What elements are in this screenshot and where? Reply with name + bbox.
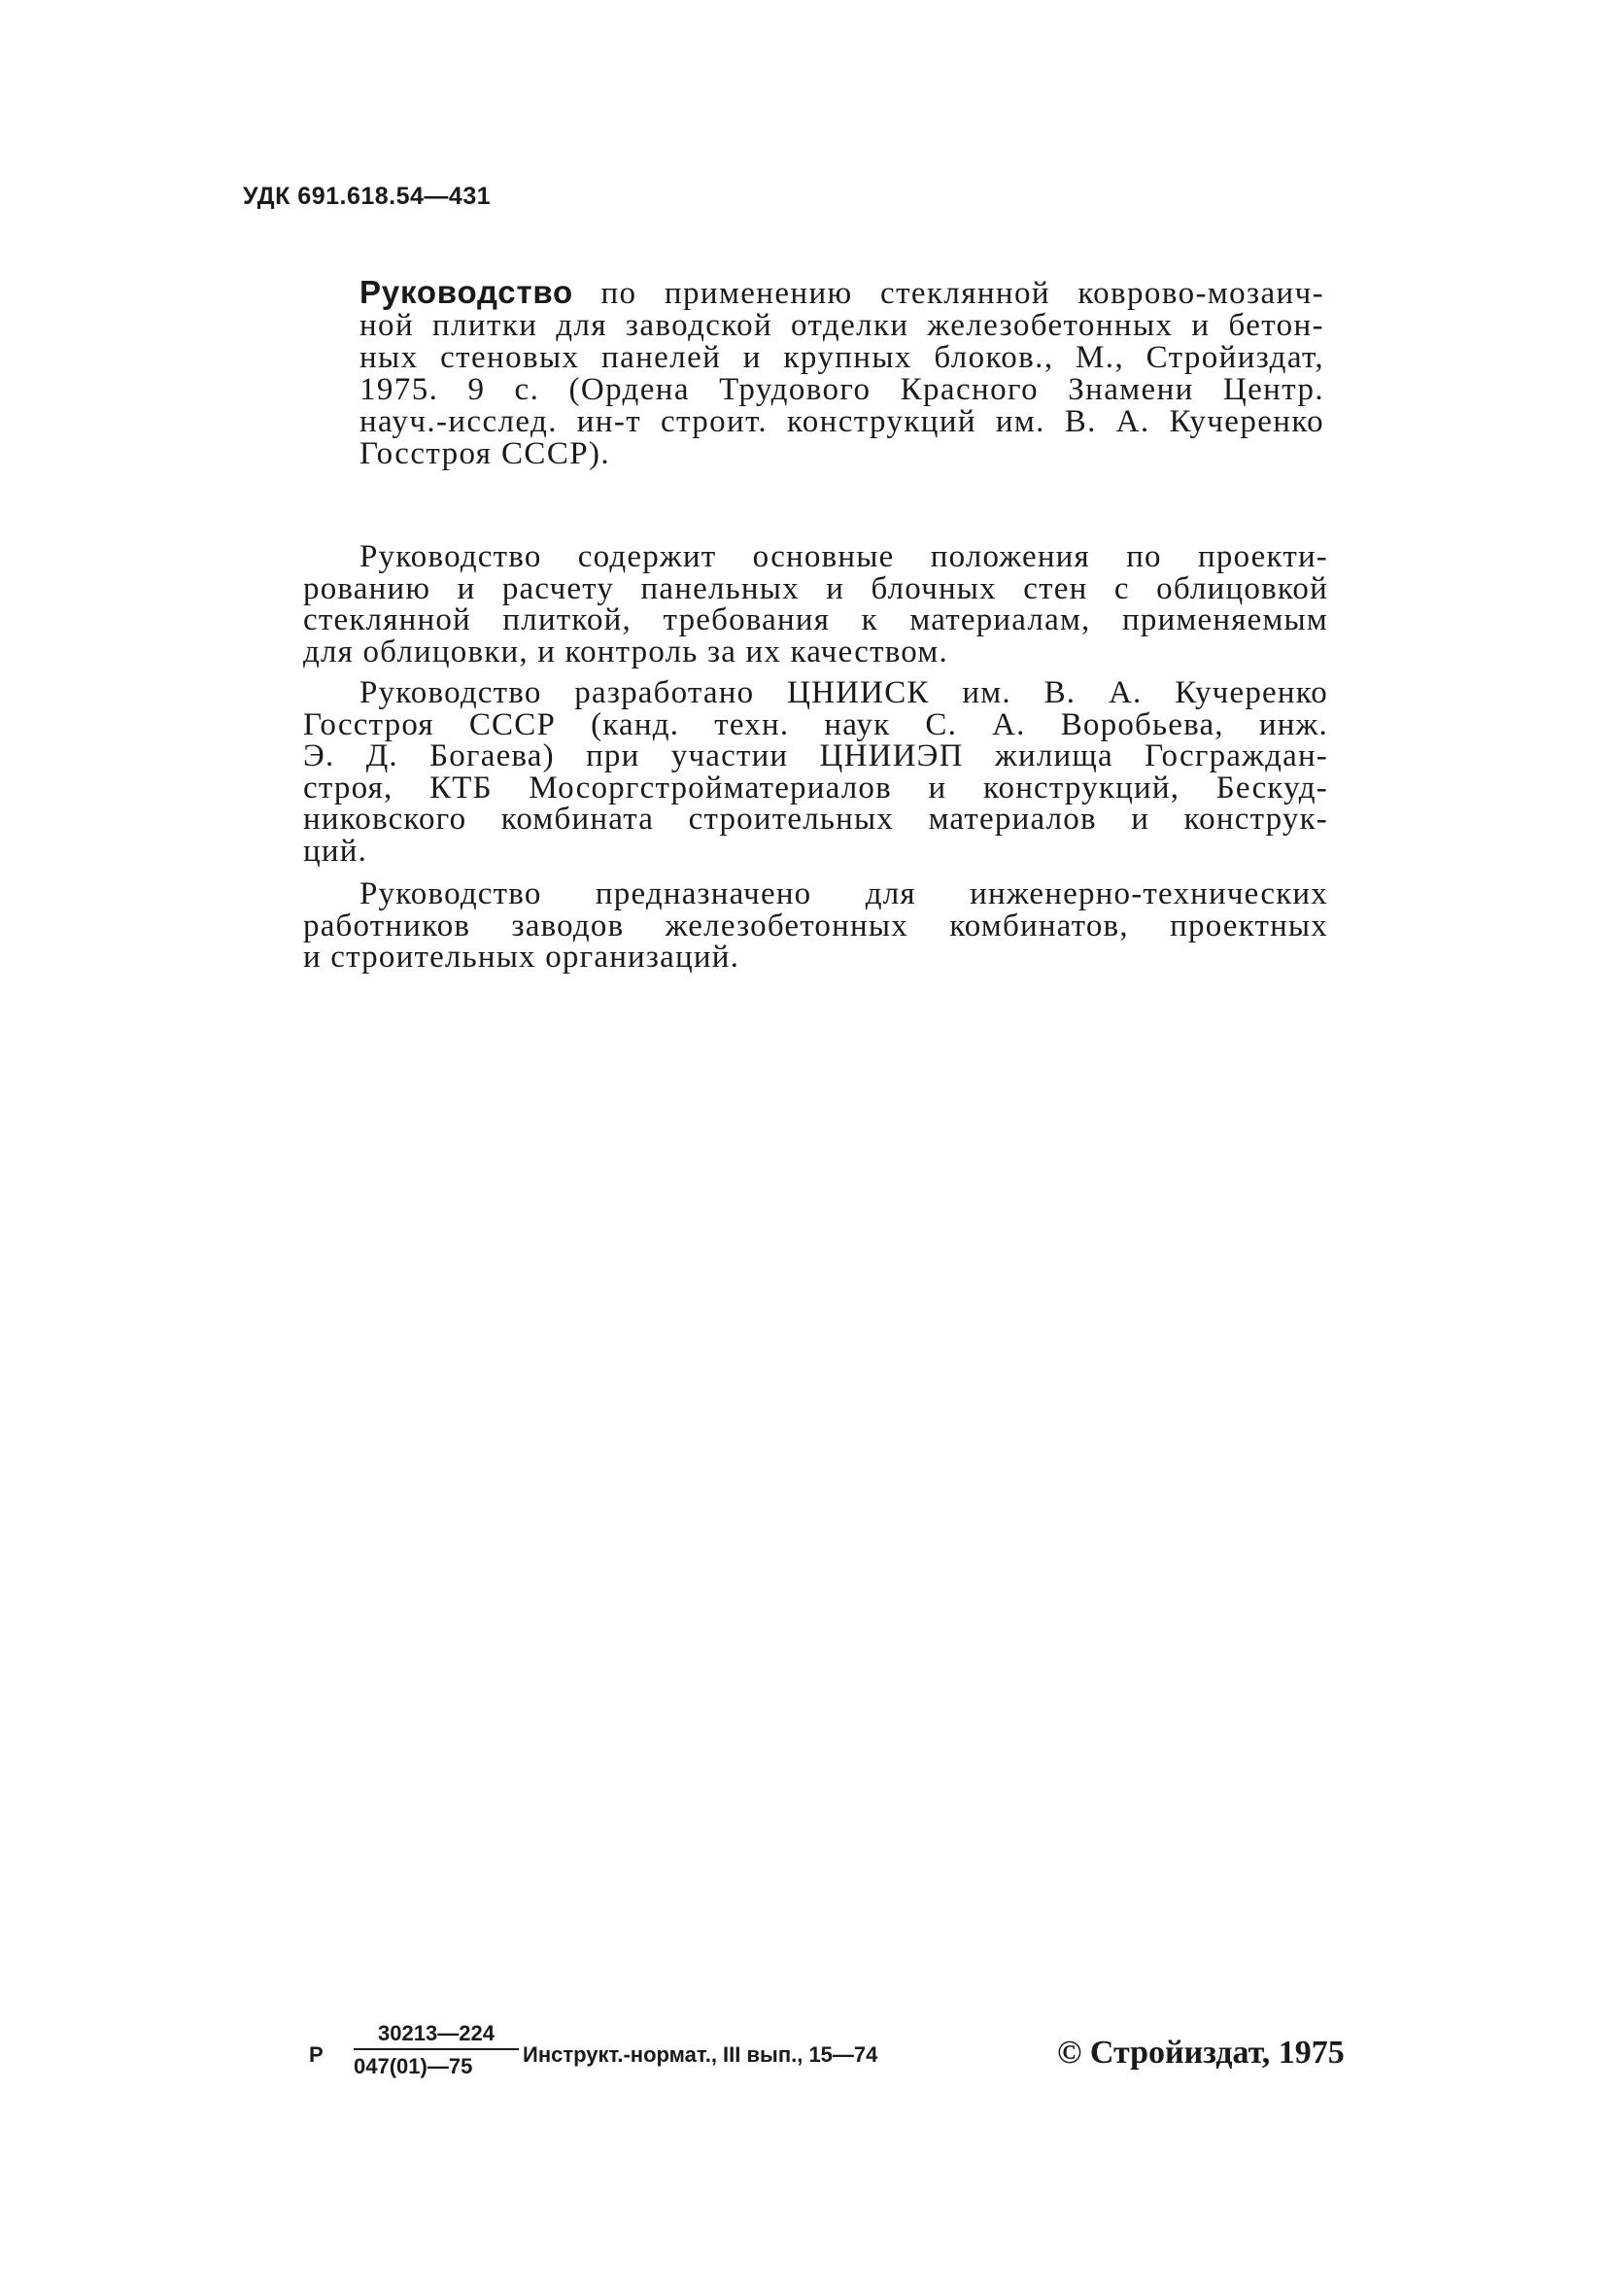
- biblio-line-5: науч.-исслед. ин-т строит. конструкций им. В. А. Кучеренко: [359, 404, 1324, 439]
- imprint-letter: Р: [309, 2042, 324, 2067]
- annotation-line: Руководство разработано ЦНИИСК им. В. А. Кучеренко: [359, 675, 1328, 710]
- annotation-line: ций.: [303, 833, 368, 869]
- annotation-line: никовского комбината строительных материалов и конструк-: [303, 802, 1328, 837]
- udk-code: УДК 691.618.54—431: [243, 183, 492, 210]
- annotation-line: Руководство предназначено для инженерно-технических: [359, 876, 1328, 911]
- imprint-numerator: 30213—224: [354, 2021, 519, 2050]
- annotation-line: Руководство содержит основные положения по проекти-: [359, 539, 1328, 574]
- annotation-line: рованию и расчету панельных и блочных стен с облицовкой: [303, 570, 1328, 606]
- annotation-line: строя, КТБ Мосоргстройматериалов и конструкций, Бескуд-: [303, 770, 1328, 805]
- biblio-line-2: ной плитки для заводской отделки железобетонных и бетон-: [359, 308, 1324, 343]
- annotation-line: Э. Д. Богаева) при участии ЦНИИЭП жилища Госграждан-: [303, 738, 1328, 773]
- annotation-line: Госстроя СССР (канд. техн. наук С. А. Воробьева, инж.: [303, 706, 1328, 742]
- biblio-line-1: [359, 276, 1324, 310]
- biblio-line-1-text: по применению стеклянной коврово-мозаич-: [573, 276, 1324, 311]
- annotation-paragraph-2: [303, 677, 1328, 867]
- annotation-line: и строительных организаций.: [303, 940, 740, 975]
- imprint-denominator: 047(01)—75: [354, 2054, 473, 2078]
- annotation-paragraph-3: [303, 878, 1328, 974]
- copyright-notice: © Стройиздат, 1975: [1057, 2035, 1345, 2071]
- annotation-paragraph-1: [303, 541, 1328, 668]
- biblio-line-3: ных стеновых панелей и крупных блоков., М., Стройиздат,: [359, 340, 1324, 375]
- annotation-line: для облицовки, и контроль за их качеством.: [303, 634, 948, 669]
- imprint-series: Инструкт.-нормат., III вып., 15—74: [523, 2042, 878, 2067]
- imprint-fraction: [354, 2021, 519, 2079]
- biblio-line-6: Госстроя СССР).: [359, 436, 611, 471]
- biblio-line-4: 1975. 9 с. (Ордена Трудового Красного Знамени Центр.: [359, 372, 1324, 407]
- biblio-title: Руководство: [359, 274, 574, 310]
- imprint-block: [309, 2021, 1397, 2108]
- bibliographic-description: [359, 276, 1324, 470]
- annotation-line: стеклянной плиткой, требования к материалам, применяемым: [303, 602, 1328, 637]
- annotation-line: работников заводов железобетонных комбинатов, проектных: [303, 908, 1328, 943]
